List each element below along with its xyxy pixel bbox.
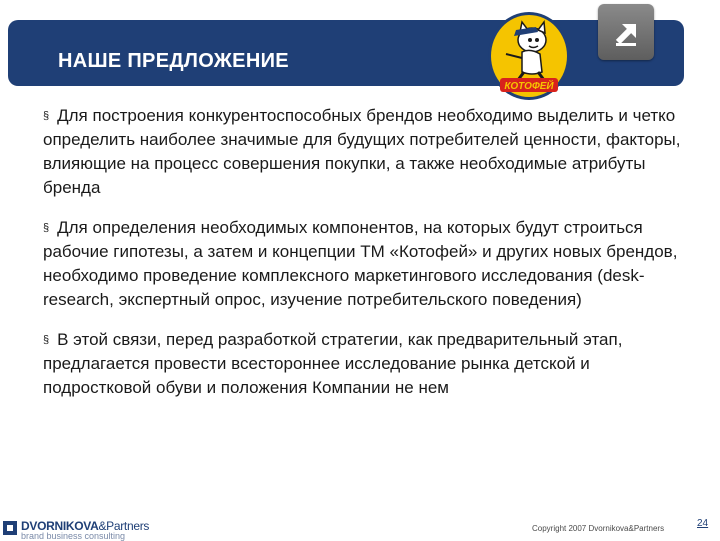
bullet-item [43,104,693,200]
bullet-text: В этой связи, перед разработкой стратегии, как предварительный этап, предлагается провести всестороннее исследование рынка детской и подростковой обуви и положения Компании не нем [43,330,623,397]
brand-name: DVORNIKOVA [21,519,99,533]
kotofey-logo [486,10,572,102]
bullet-marker: § [43,110,50,122]
content-body [43,104,693,416]
arrow-up-right-icon [608,14,644,50]
brand-mark-icon [3,521,17,535]
page-number[interactable]: 24 [697,518,709,529]
bullet-marker: § [43,222,50,234]
page-title: НАШЕ ПРЕДЛОЖЕНИЕ [58,50,289,72]
bullet-item [43,216,693,312]
footer-brand-logo [3,519,183,539]
bullet-text: Для построения конкурентоспособных брендов необходимо выделить и четко определить наиболее значимые для будущих потребителей ценности, факторы, влияющие на процесс совершения покупки, а также необходимые атрибуты бренда [43,106,681,197]
header-bar [8,20,684,86]
bullet-marker: § [43,334,50,346]
nav-button[interactable] [598,4,654,60]
bullet-item [43,328,693,400]
brand-partners: &Partners [98,519,150,533]
logo-text: КОТОФЕЙ [504,81,554,92]
bullet-text: Для определения необходимых компонентов, на которых будут строиться рабочие гипотезы, а затем и концепции ТМ «Котофей» и других новых брендов, необходимо проведение комплексного маркетингового исследования (desk-research, экспертный опрос, изучение потребительского поведения) [43,218,678,309]
brand-tagline: brand business consulting [21,531,126,541]
copyright: Copyright 2007 Dvornikova&Partners [532,524,665,533]
